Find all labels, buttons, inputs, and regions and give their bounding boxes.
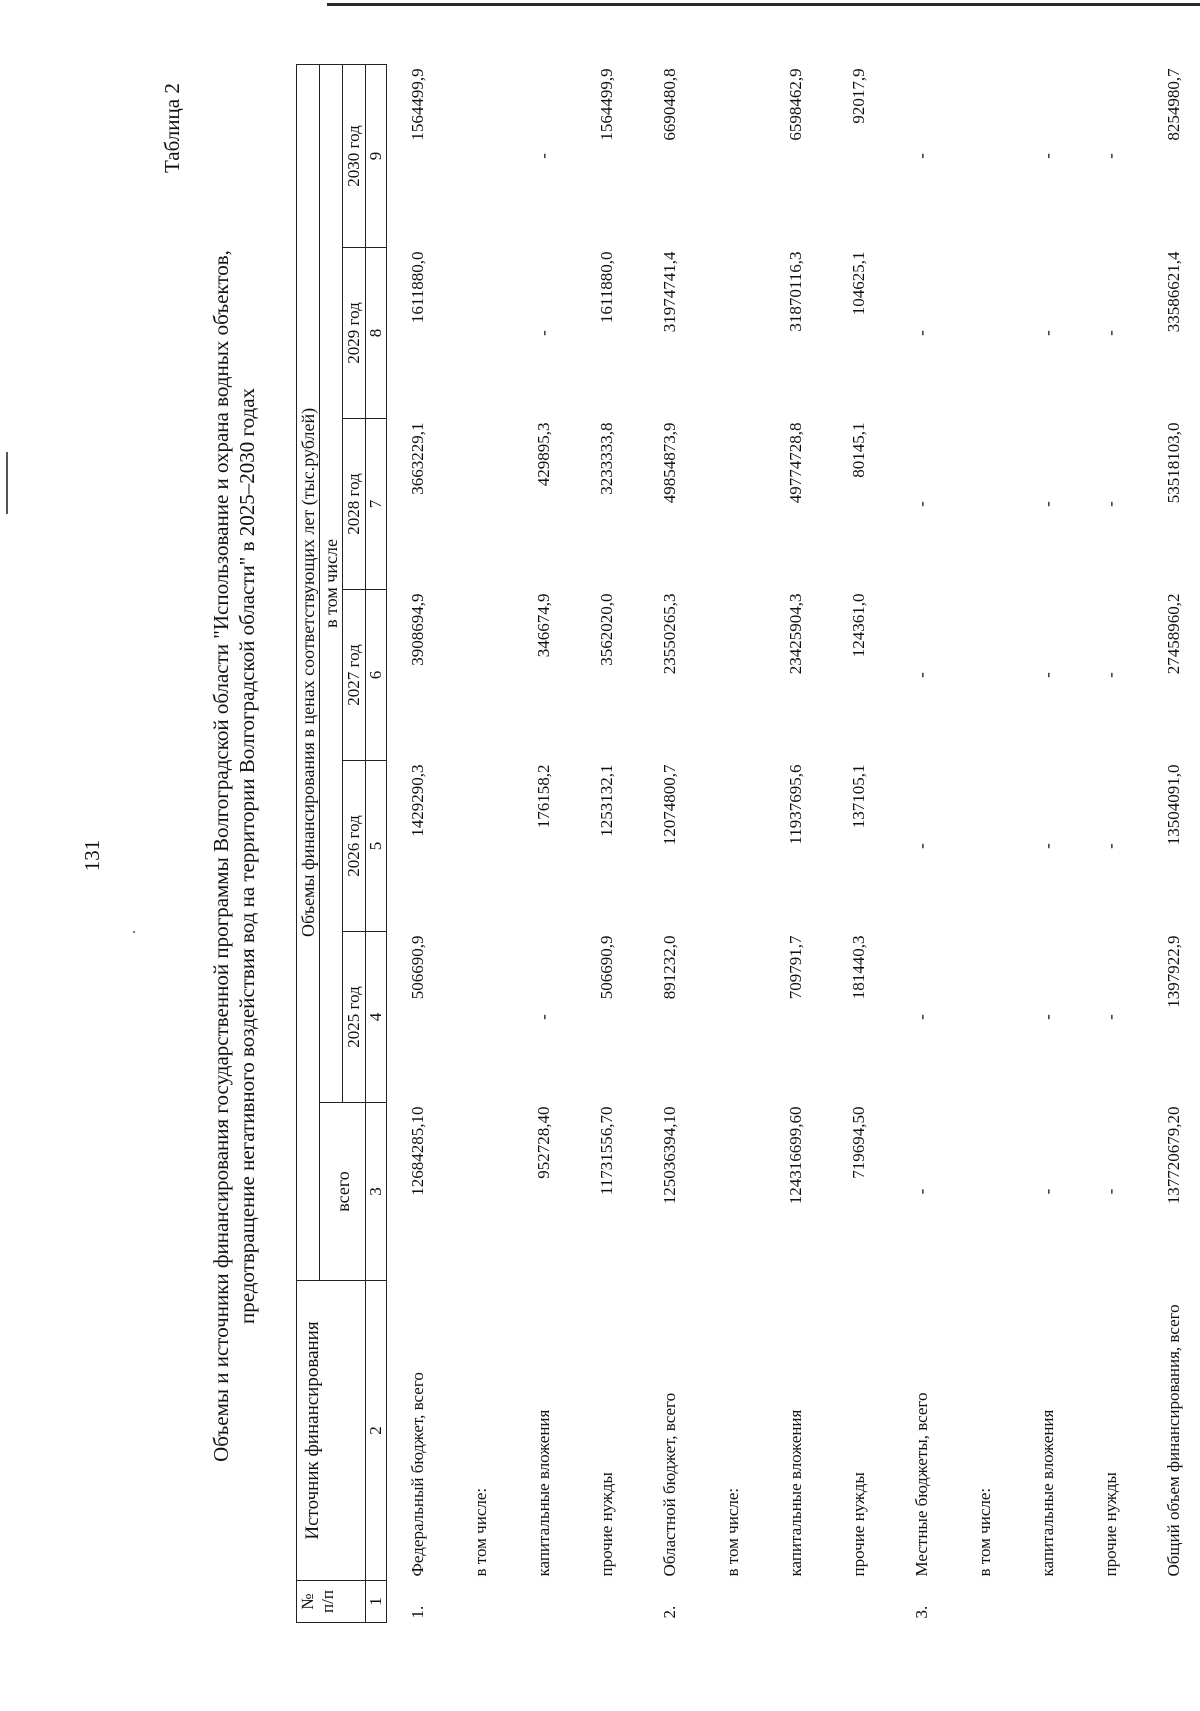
row-year-value: 1564499,9 bbox=[408, 68, 427, 141]
row-year-value: 8254980,7 bbox=[1163, 68, 1183, 141]
row-year-value bbox=[449, 590, 512, 761]
row-year-value: 92017,9 bbox=[848, 68, 868, 124]
table-row bbox=[764, 64, 827, 1622]
row-year-value bbox=[953, 932, 1016, 1103]
row-year-value bbox=[953, 419, 1016, 590]
row-year-value bbox=[701, 248, 764, 419]
document-title bbox=[208, 241, 260, 1471]
row-year-value: - bbox=[911, 153, 931, 159]
row-year-value: 33586621,4 bbox=[1163, 251, 1183, 333]
table-row bbox=[449, 64, 512, 1622]
row-total: 125036394,10 bbox=[659, 1106, 679, 1205]
row-year-value bbox=[449, 419, 512, 590]
row-year-value: 80145,1 bbox=[848, 422, 868, 478]
row-total: 124316699,60 bbox=[785, 1106, 805, 1205]
header-year-2025: 2025 год bbox=[343, 932, 366, 1103]
row-source-name: Федеральный бюджет, всего bbox=[408, 1372, 427, 1577]
header-year-2030: 2030 год bbox=[343, 64, 366, 247]
title-line-1: Объемы и источники финансирования государственной программы Волгоградской области "Использование и охрана водных объектов, bbox=[209, 250, 233, 1462]
row-source-name: капитальные вложения bbox=[785, 1409, 805, 1577]
row-source-name: в том числе: bbox=[974, 1487, 994, 1577]
row-total bbox=[449, 1103, 512, 1281]
row-year-value: - bbox=[1100, 330, 1120, 336]
row-year-value: 891232,0 bbox=[659, 935, 679, 1000]
header-year-2027: 2027 год bbox=[343, 590, 366, 761]
row-total: 952728,40 bbox=[533, 1106, 553, 1179]
row-source-name: прочие нужды bbox=[1100, 1472, 1120, 1577]
row-year-value bbox=[449, 932, 512, 1103]
row-year-value: 1253132,1 bbox=[596, 764, 616, 837]
row-year-value bbox=[953, 248, 1016, 419]
row-year-value: 6690480,8 bbox=[659, 68, 679, 141]
row-year-value bbox=[953, 590, 1016, 761]
row-year-value: 176158,2 bbox=[533, 764, 553, 829]
row-year-value: 31974741,4 bbox=[659, 251, 679, 333]
row-year-value: 12074800,7 bbox=[659, 764, 679, 846]
row-year-value bbox=[449, 248, 512, 419]
row-year-value: - bbox=[1100, 153, 1120, 159]
row-source-name: капитальные вложения bbox=[1037, 1409, 1057, 1577]
row-year-value: - bbox=[1037, 330, 1057, 336]
table-label: Таблица 2 bbox=[160, 83, 184, 173]
row-year-value: - bbox=[1100, 1014, 1120, 1020]
row-year-value bbox=[449, 64, 512, 247]
row-number bbox=[1142, 1581, 1200, 1623]
row-year-value: 181440,3 bbox=[848, 935, 868, 1000]
row-number bbox=[764, 1581, 827, 1623]
financing-table bbox=[296, 64, 1200, 1623]
row-year-value: 104625,1 bbox=[848, 251, 868, 316]
row-year-value: 49774728,8 bbox=[785, 422, 805, 504]
title-line-2: предотвращение негативного воздействия вод на территории Волгоградской области" в 2025–2030 годах bbox=[235, 387, 259, 1325]
row-year-value bbox=[953, 64, 1016, 247]
row-year-value: 11937695,6 bbox=[785, 764, 805, 845]
header-year-2026: 2026 год bbox=[343, 761, 366, 932]
row-year-value: 49854873,9 bbox=[659, 422, 679, 504]
row-number: 3. bbox=[911, 1605, 931, 1619]
row-number: 1. bbox=[408, 1605, 427, 1619]
row-year-value: 31870116,3 bbox=[785, 251, 805, 332]
row-source-name: в том числе: bbox=[470, 1487, 490, 1577]
header-source: Источник финансирования bbox=[297, 1281, 366, 1581]
header-num: № п/п bbox=[297, 1581, 366, 1623]
row-year-value: - bbox=[911, 1014, 931, 1020]
row-year-value: 1611880,0 bbox=[408, 251, 427, 324]
row-year-value: 1429290,3 bbox=[408, 764, 427, 837]
col-number: 3 bbox=[366, 1103, 387, 1281]
col-number: 9 bbox=[366, 64, 387, 247]
table-row bbox=[575, 64, 638, 1622]
row-source-name: в том числе: bbox=[722, 1487, 742, 1577]
row-number bbox=[701, 1581, 764, 1623]
header-total: всего bbox=[320, 1103, 366, 1281]
row-total: 12684285,10 bbox=[408, 1106, 427, 1196]
row-total: 11731556,70 bbox=[596, 1106, 616, 1196]
row-year-value bbox=[701, 419, 764, 590]
table-row bbox=[827, 64, 890, 1622]
row-source-name: Местные бюджеты, всего bbox=[911, 1392, 931, 1577]
row-year-value: 3663229,1 bbox=[408, 422, 427, 495]
table-row bbox=[1142, 64, 1200, 1622]
page-number: 131 bbox=[80, 839, 104, 872]
row-year-value bbox=[701, 932, 764, 1103]
row-year-value: - bbox=[1100, 672, 1120, 678]
row-year-value: 23550265,3 bbox=[659, 593, 679, 675]
col-number: 4 bbox=[366, 932, 387, 1103]
row-number bbox=[827, 1581, 890, 1623]
table-row bbox=[953, 64, 1016, 1622]
row-year-value: - bbox=[1037, 1014, 1057, 1020]
row-total: - bbox=[1100, 1188, 1120, 1195]
row-number bbox=[1016, 1581, 1079, 1623]
table-row bbox=[1016, 64, 1079, 1622]
row-year-value: 506690,9 bbox=[408, 935, 427, 1000]
row-total: - bbox=[1037, 1188, 1057, 1195]
row-year-value: - bbox=[911, 843, 931, 849]
row-total: - bbox=[911, 1188, 931, 1195]
row-year-value bbox=[953, 761, 1016, 932]
row-year-value: 1397922,9 bbox=[1163, 935, 1183, 1008]
row-year-value bbox=[449, 761, 512, 932]
row-year-value: 506690,9 bbox=[596, 935, 616, 1000]
header-year-2029: 2029 год bbox=[343, 248, 366, 419]
row-source-name: капитальные вложения bbox=[533, 1409, 553, 1577]
row-year-value: - bbox=[1037, 843, 1057, 849]
row-number bbox=[575, 1581, 638, 1623]
row-year-value: 429895,3 bbox=[533, 422, 553, 487]
row-year-value bbox=[701, 761, 764, 932]
row-year-value: - bbox=[1037, 501, 1057, 507]
row-year-value: 1564499,9 bbox=[596, 68, 616, 141]
row-year-value: 3233333,8 bbox=[596, 422, 616, 495]
header-including: в том числе bbox=[320, 64, 343, 1102]
table-row bbox=[387, 64, 450, 1622]
row-year-value: 137105,1 bbox=[848, 764, 868, 829]
row-number: 2. bbox=[659, 1605, 679, 1619]
row-year-value: 346674,9 bbox=[533, 593, 553, 658]
row-number bbox=[953, 1581, 1016, 1623]
table-row bbox=[701, 64, 764, 1622]
row-number bbox=[1079, 1581, 1142, 1623]
row-year-value: 709791,7 bbox=[785, 935, 805, 1000]
row-year-value: 1611880,0 bbox=[596, 251, 616, 324]
row-number bbox=[512, 1581, 575, 1623]
row-year-value: 3562020,0 bbox=[596, 593, 616, 666]
row-year-value: - bbox=[1037, 672, 1057, 678]
col-number: 8 bbox=[366, 248, 387, 419]
table-row bbox=[512, 64, 575, 1622]
row-year-value: - bbox=[533, 330, 553, 336]
table-row bbox=[638, 64, 701, 1622]
row-year-value: 124361,0 bbox=[848, 593, 868, 658]
row-total: 137720679,20 bbox=[1163, 1106, 1183, 1205]
row-year-value: - bbox=[533, 1014, 553, 1020]
table-body bbox=[387, 64, 1200, 1622]
row-year-value: 23425904,3 bbox=[785, 593, 805, 675]
row-year-value: - bbox=[1037, 153, 1057, 159]
row-year-value: - bbox=[1100, 843, 1120, 849]
row-year-value: - bbox=[911, 501, 931, 507]
row-year-value: 13504091,0 bbox=[1163, 764, 1183, 846]
row-source-name: прочие нужды bbox=[848, 1472, 868, 1577]
row-year-value: 27458960,2 bbox=[1163, 593, 1183, 675]
col-number: 2 bbox=[366, 1281, 387, 1581]
table-row bbox=[1079, 64, 1142, 1622]
row-total bbox=[701, 1103, 764, 1281]
header-volumes: Объемы финансирования в ценах соответствующих лет (тыс.рублей) bbox=[297, 64, 320, 1280]
table-row bbox=[890, 64, 953, 1622]
row-year-value bbox=[701, 64, 764, 247]
col-number: 7 bbox=[366, 419, 387, 590]
row-year-value bbox=[701, 590, 764, 761]
row-total: 719694,50 bbox=[848, 1106, 868, 1179]
row-source-name: Общий объем финансирования, всего bbox=[1163, 1304, 1183, 1577]
row-source-name: прочие нужды bbox=[596, 1472, 616, 1577]
header-year-2028: 2028 год bbox=[343, 419, 366, 590]
row-year-value: 53518103,0 bbox=[1163, 422, 1183, 504]
row-year-value: 6598462,9 bbox=[785, 68, 805, 141]
row-year-value: - bbox=[1100, 501, 1120, 507]
row-number bbox=[449, 1581, 512, 1623]
row-year-value: - bbox=[911, 672, 931, 678]
row-year-value: - bbox=[911, 330, 931, 336]
col-number: 1 bbox=[366, 1581, 387, 1623]
col-number: 5 bbox=[366, 761, 387, 932]
row-source-name: Областной бюджет, всего bbox=[659, 1392, 679, 1577]
row-year-value: 3908694,9 bbox=[408, 593, 427, 666]
col-number: 6 bbox=[366, 590, 387, 761]
row-year-value: - bbox=[533, 153, 553, 159]
row-total bbox=[953, 1103, 1016, 1281]
